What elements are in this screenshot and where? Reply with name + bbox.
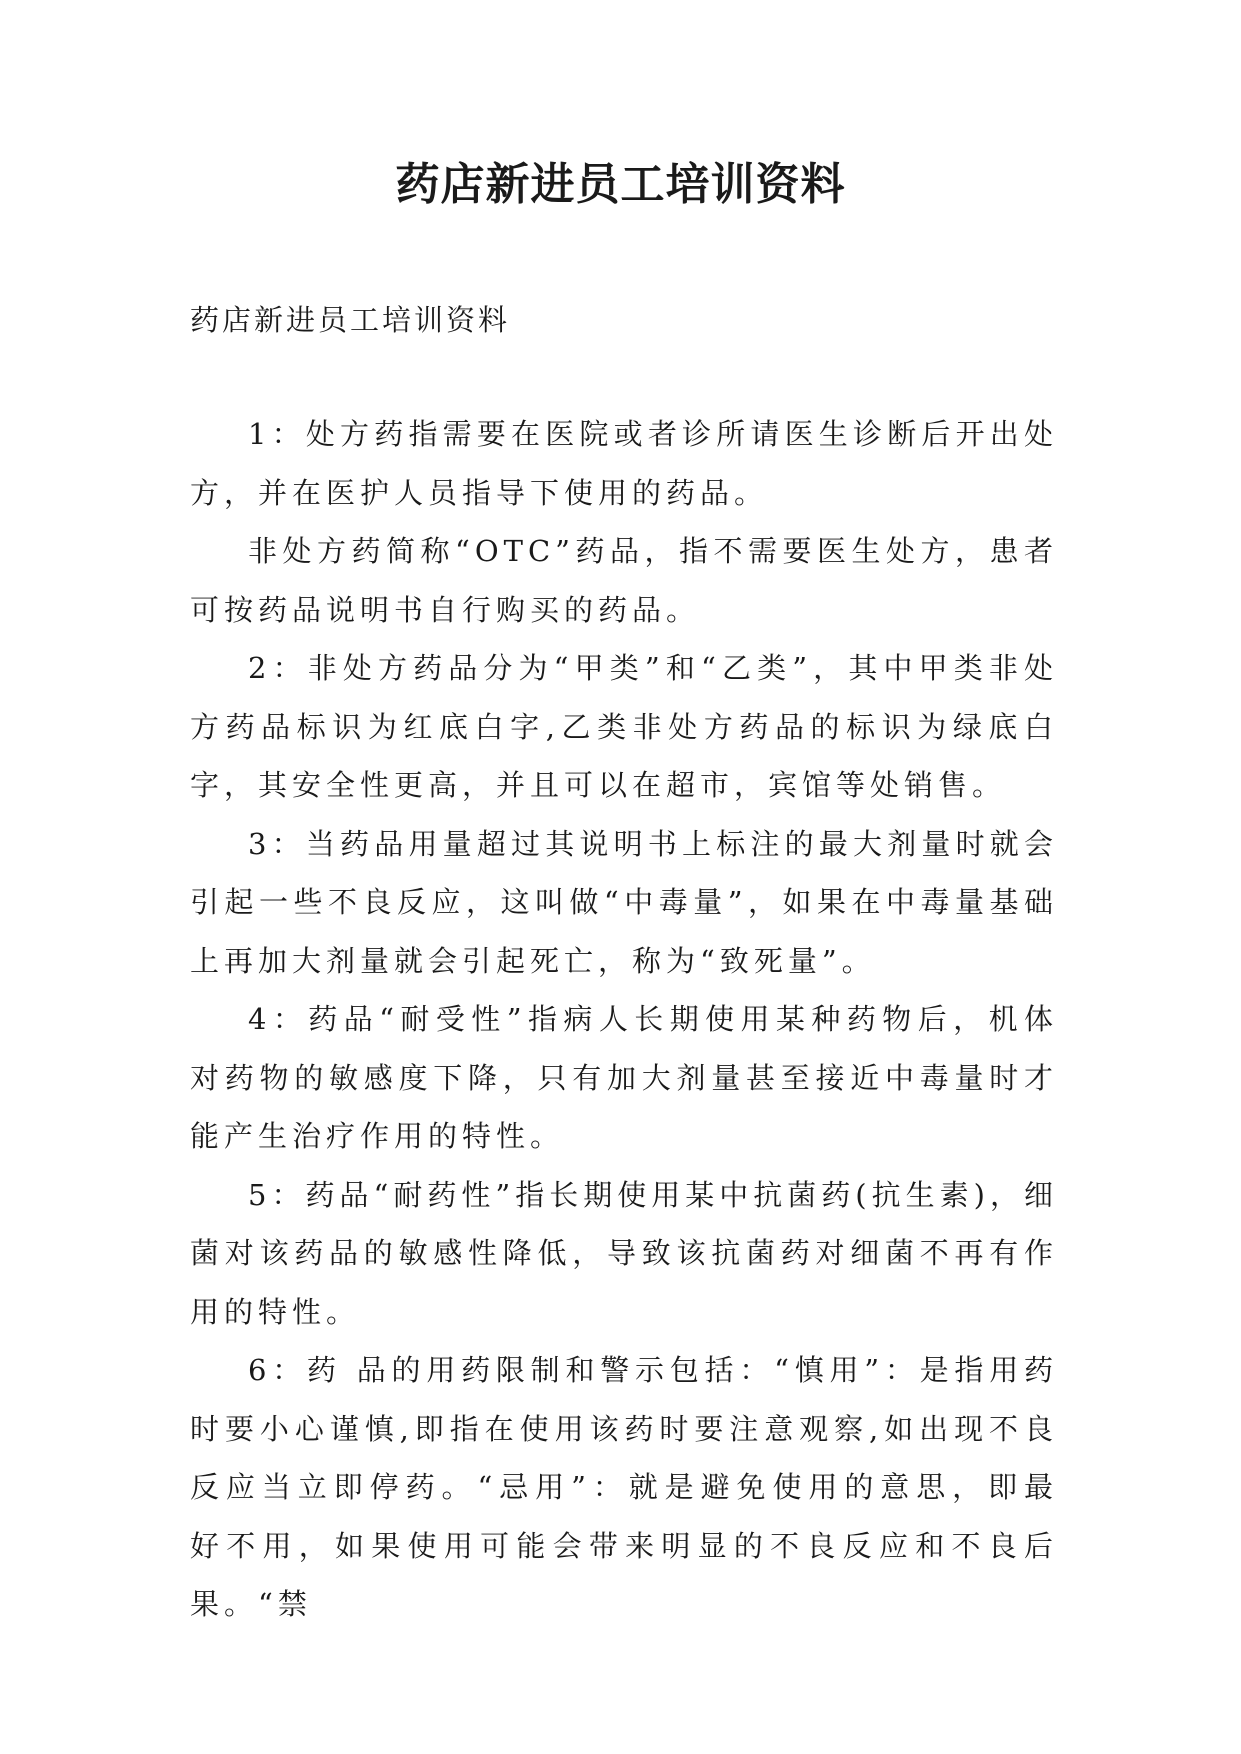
paragraph-6: 5：药品“耐药性”指长期使用某中抗菌药(抗生素)，细菌对该药品的敏感性降低，导致该抗菌药对细菌不再有作用的特性。 bbox=[190, 1177, 1058, 1329]
paragraph-7: 6：药 品的用药限制和警示包括：“慎用”：是指用药时要小心谨慎,即指在使用该药时要注意观察,如出现不良反应当立即停药。“忌用”：就是避免使用的意思，即最 好不用，如果使用可能会带来明显的不良反应和不良后果。“禁 bbox=[190, 1353, 1058, 1621]
document-title: 药店新进员工培训资料 bbox=[395, 159, 846, 210]
paragraph-5: 4：药品“耐受性”指病人长期使用某种药物后，机体对药物的敏感度下降，只有加大剂量甚至接近中毒量时才能产生治疗作用的特性。 bbox=[190, 1002, 1058, 1153]
document-body bbox=[190, 405, 1058, 1634]
document-subtitle: 药店新进员工培训资料 bbox=[190, 303, 511, 337]
paragraph-2: 非处方药简称“OTC”药品，指不需要医生处方，患者可按药品说明书自行购买的药品。 bbox=[190, 534, 1058, 627]
paragraph-3: 2：非处方药品分为“甲类”和“乙类”，其中甲类非处方药品标识为红底白字,乙类非处方药品的标识为绿底白字，其安全性更高，并且可以在超市，宾馆等处销售。 bbox=[190, 651, 1058, 802]
paragraph-1: 1：处方药指需要在医院或者诊所请医生诊断后开出处方，并在医护人员指导下使用的药品。 bbox=[190, 417, 1058, 510]
paragraph-4: 3：当药品用量超过其说明书上标注的最大剂量时就会引起一些不良反应，这叫做“中毒量”，如果在中毒量基础上再加大剂量就会引起死亡，称为“致死量”。 bbox=[190, 826, 1058, 978]
